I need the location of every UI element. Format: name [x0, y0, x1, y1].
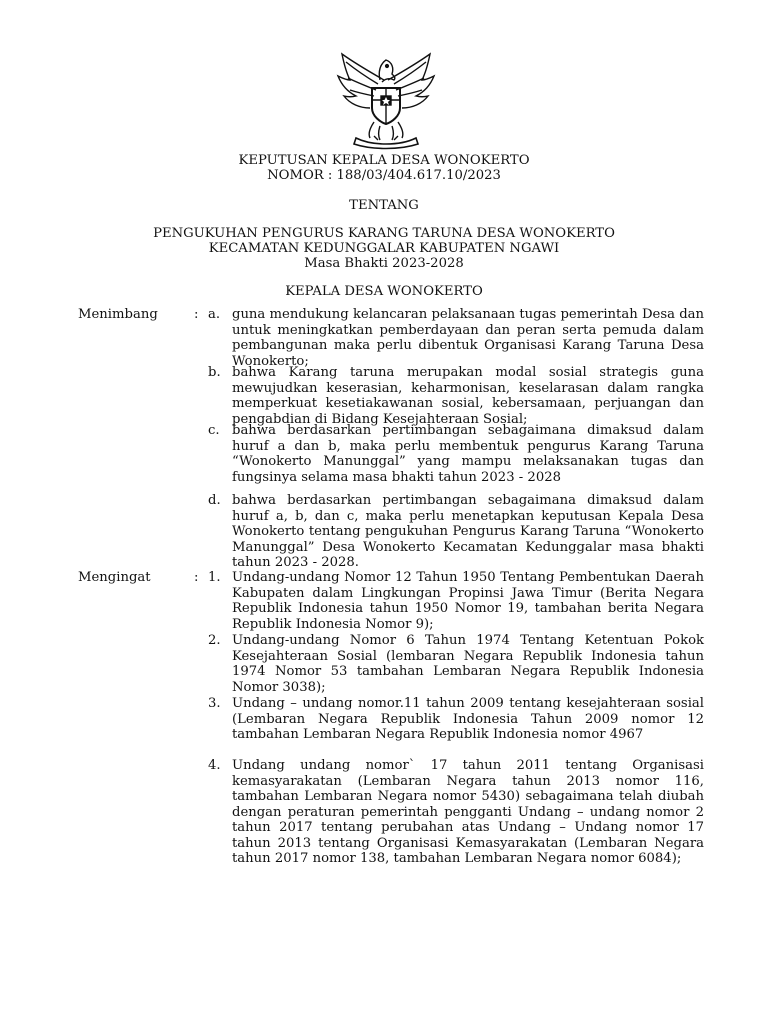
- item-marker: a.: [208, 307, 221, 322]
- menimbang-label: Menimbang: [78, 307, 158, 322]
- subject-line-2: KECAMATAN KEDUNGGALAR KABUPATEN NGAWI: [208, 241, 560, 256]
- item-text: Undang undang nomor` 17 tahun 2011 tentang Organisasi kemasyarakatan (Lembaran Negara tahun 2013 nomor 116, tambahan Lembaran Negara nomor 5430) sebagaimana telah diubah dengan peraturan pemerintah pengganti Undang – undang nomor 2 tahun 2017 tentang perubahan atas Undang – Undang nomor 17 tahun 2013 tentang Organisasi Kemasyarakatan (Lembaran Negara tahun 2017 nomor 138, tambahan Lembaran Negara nomor 6084);: [232, 758, 704, 866]
- item-text: Undang-undang Nomor 6 Tahun 1974 Tentang Ketentuan Pokok Kesejahteraan Sosial (lembaran Negara Republik Indonesia tahun 1974 Nomor 53 tambahan Lembaran Negara Republik Indonesia Nomor 3038);: [232, 633, 704, 695]
- item-text: Undang – undang nomor.11 tahun 2009 tentang kesejahteraan sosial (Lembaran Negara Republik Indonesia Tahun 2009 nomor 12 tambahan Lembaran Negara Republik Indonesia nomor 4967: [232, 696, 704, 742]
- decree-title: KEPUTUSAN KEPALA DESA WONOKERTO: [238, 153, 530, 168]
- subject-line-3: Masa Bhakti 2023-2028: [304, 256, 464, 271]
- mengingat-item: [208, 696, 704, 743]
- item-text: bahwa berdasarkan pertimbangan sebagaimana dimaksud dalam huruf a dan b, maka perlu membentuk pengurus Karang Taruna “Wonokerto Manunggal” yang mampu melaksanakan tugas dan fungsinya selama masa bhakti tahun 2023 - 2028: [232, 423, 704, 485]
- item-text: Undang-undang Nomor 12 Tahun 1950 Tentang Pembentukan Daerah Kabupaten dalam Lingkungan Propinsi Jawa Timur (Berita Negara Republik Indonesia tahun 1950 Nomor 19, tambahan berita Negara Republik Indonesia Nomor 9);: [232, 570, 704, 632]
- decree-number: NOMOR : 188/03/404.617.10/2023: [267, 168, 501, 183]
- mengingat-label: Mengingat: [78, 570, 151, 585]
- item-marker: 1.: [208, 570, 221, 585]
- menimbang-colon: :: [194, 307, 199, 322]
- item-marker: c.: [208, 423, 220, 438]
- menimbang-item: [208, 307, 704, 369]
- item-marker: 4.: [208, 758, 221, 773]
- garuda-emblem-icon: [334, 50, 438, 150]
- mengingat-item: [208, 758, 704, 867]
- item-text: bahwa Karang taruna merupakan modal sosial strategis guna mewujudkan keserasian, keharmonisan, keselarasan dalam rangka memperkuat kesetiakawanan sosial, kebersamaan, perjuangan dan pengabdian di Bidang Kesejahteraan Sosial;: [232, 365, 704, 427]
- item-text: bahwa berdasarkan pertimbangan sebagaimana dimaksud dalam huruf a, b, dan c, maka perlu menetapkan keputusan Kepala Desa Wonokerto tentang pengukuhan Pengurus Karang Taruna “Wonokerto Manunggal” Desa Wonokerto Kecamatan Kedunggalar masa bhakti tahun 2023 - 2028.: [232, 493, 704, 570]
- item-marker: 3.: [208, 696, 221, 711]
- item-text: guna mendukung kelancaran pelaksanaan tugas pemerintah Desa dan untuk meningkatkan pemberdayaan dan peran serta pemuda dalam pembangunan maka perlu dibentuk Organisasi Karang Taruna Desa Wonokerto;: [232, 307, 704, 369]
- mengingat-item: [208, 570, 704, 632]
- menimbang-item: [208, 365, 704, 427]
- subject-line-1: PENGUKUHAN PENGURUS KARANG TARUNA DESA WONOKERTO: [153, 226, 615, 241]
- mengingat-item: [208, 633, 704, 695]
- menimbang-item: [208, 423, 704, 485]
- item-marker: d.: [208, 493, 221, 508]
- official-title: KEPALA DESA WONOKERTO: [285, 284, 483, 299]
- mengingat-colon: :: [194, 570, 199, 585]
- about-heading: TENTANG: [349, 198, 419, 213]
- menimbang-item: [208, 493, 704, 571]
- item-marker: 2.: [208, 633, 221, 648]
- item-marker: b.: [208, 365, 221, 380]
